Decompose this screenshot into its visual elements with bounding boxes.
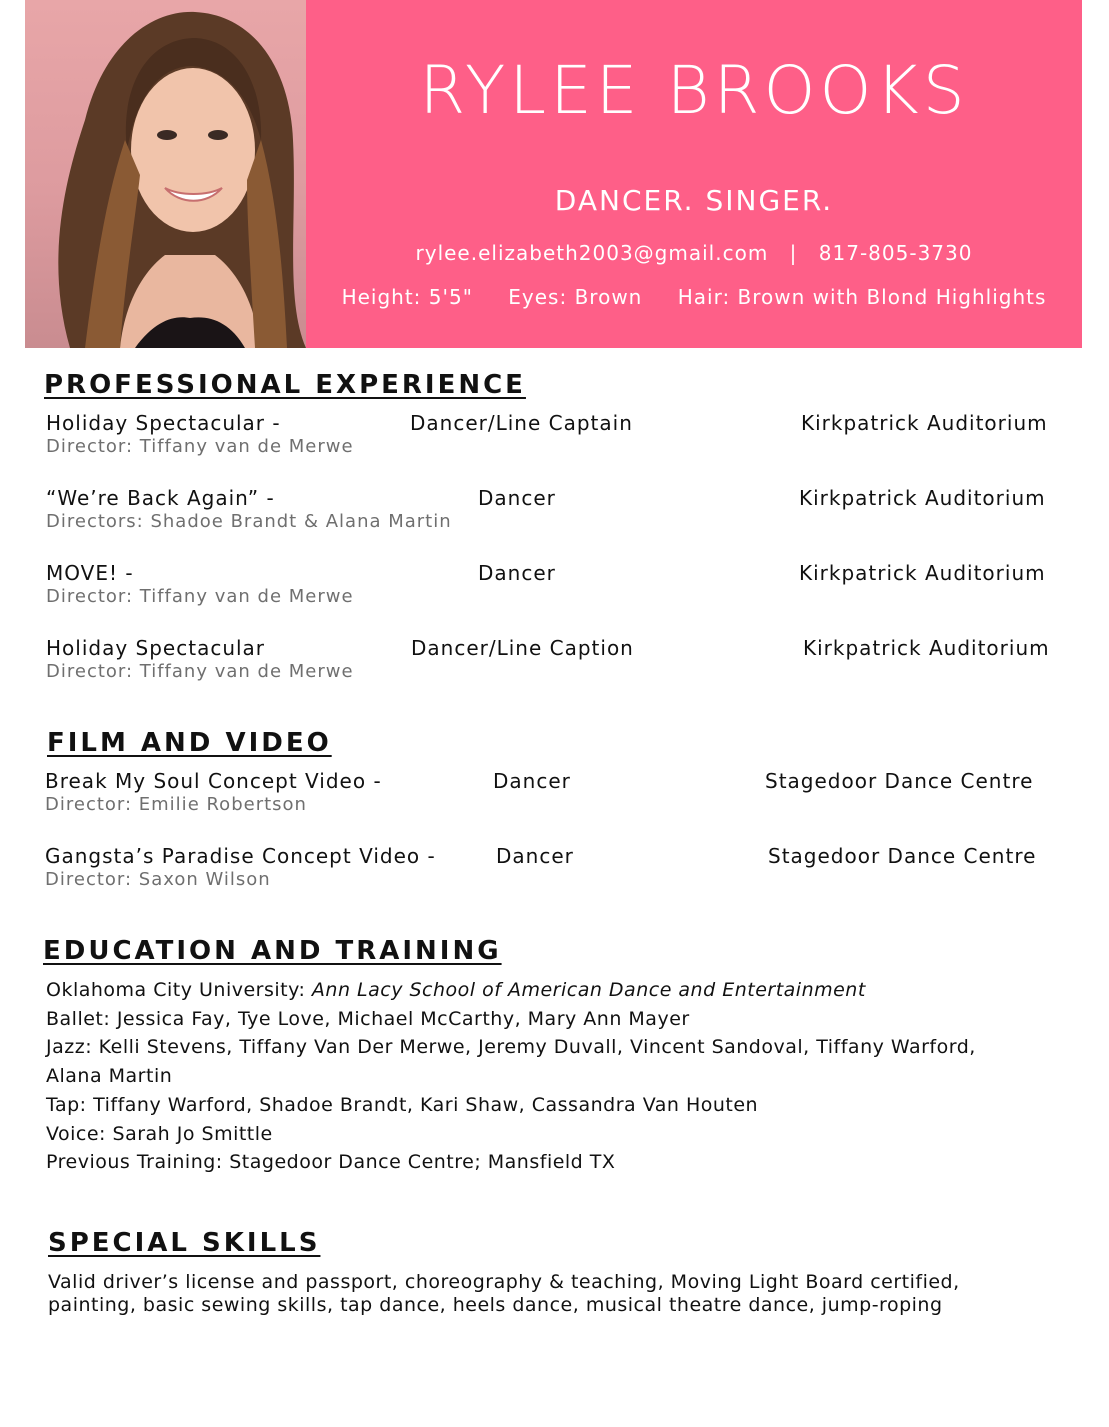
education-ballet: Ballet: Jessica Fay, Tye Love, Michael McCarthy, Mary Ann Mayer [46, 1007, 690, 1030]
venue: Kirkpatrick Auditorium [799, 486, 1046, 510]
role: Dancer [478, 486, 556, 510]
production: Gangsta’s Paradise Concept Video - [45, 844, 436, 868]
education-jazz-line2: Alana Martin [46, 1065, 173, 1088]
production: Break My Soul Concept Video - [45, 769, 382, 793]
contact-line [306, 241, 1082, 265]
education-jazz-line1: Jazz: Kelli Stevens, Tiffany Van Der Merwe, Jeremy Duvall, Vincent Sandoval, Tiffany Warford, [46, 1036, 976, 1059]
production: Holiday Spectacular [46, 636, 266, 660]
education-university [46, 976, 1076, 1005]
hair: Hair: Brown with Blond Highlights [677, 285, 1047, 309]
phone: 817-805-3730 [818, 241, 973, 265]
director: Director: Tiffany van de Merwe [46, 661, 354, 682]
education-previous: Previous Training: Stagedoor Dance Centre; Mansfield TX [46, 1151, 616, 1174]
skills-line1: Valid driver’s license and passport, choreography & teaching, Moving Light Board certified, [48, 1271, 960, 1293]
venue: Kirkpatrick Auditorium [799, 561, 1046, 585]
production: MOVE! - [46, 561, 134, 585]
height: Height: 5'5" [341, 285, 473, 309]
education-tap: Tap: Tiffany Warford, Shadoe Brandt, Kari Shaw, Cassandra Van Houten [46, 1093, 759, 1116]
headshot-illustration [25, 0, 306, 348]
director: Director: Tiffany van de Merwe [46, 436, 354, 457]
venue: Stagedoor Dance Centre [765, 769, 1034, 793]
university-label: Oklahoma City University: [46, 979, 312, 1001]
skills-line2: painting, basic sewing skills, tap dance, heels dance, musical theatre dance, jump-roping [48, 1294, 943, 1316]
education-heading: EDUCATION AND TRAINING [43, 936, 502, 966]
headshot-photo [25, 0, 306, 348]
education-list [46, 976, 1076, 1177]
role: Dancer/Line Caption [411, 636, 634, 660]
role: Dancer [493, 769, 571, 793]
film-and-video-heading: FILM AND VIDEO [47, 728, 332, 758]
special-skills-heading: SPECIAL SKILLS [48, 1228, 321, 1258]
header-banner [306, 0, 1082, 348]
director: Director: Emilie Robertson [45, 794, 307, 815]
candidate-roles: DANCER. SINGER. [554, 184, 834, 217]
venue: Kirkpatrick Auditorium [803, 636, 1050, 660]
production: “We’re Back Again” - [46, 486, 275, 510]
production: Holiday Spectacular - [46, 411, 281, 435]
director: Director: Tiffany van de Merwe [46, 586, 354, 607]
header [25, 0, 1082, 348]
candidate-name: RYLEE BROOKS [419, 52, 969, 129]
role: Dancer [478, 561, 556, 585]
venue: Kirkpatrick Auditorium [801, 411, 1048, 435]
venue: Stagedoor Dance Centre [768, 844, 1037, 868]
role: Dancer/Line Captain [410, 411, 633, 435]
education-voice: Voice: Sarah Jo Smittle [46, 1122, 273, 1145]
email[interactable]: rylee.elizabeth2003@gmail.com [415, 241, 769, 265]
director: Director: Saxon Wilson [45, 869, 271, 890]
role: Dancer [496, 844, 574, 868]
physical-stats [306, 285, 1082, 309]
eyes: Eyes: Brown [508, 285, 643, 309]
director: Directors: Shadoe Brandt & Alana Martin [46, 511, 452, 532]
contact-separator: | [789, 241, 798, 265]
skills-text [48, 1271, 1088, 1317]
professional-experience-heading: PROFESSIONAL EXPERIENCE [44, 370, 526, 400]
university-school: Ann Lacy School of American Dance and Entertainment [311, 979, 866, 1001]
